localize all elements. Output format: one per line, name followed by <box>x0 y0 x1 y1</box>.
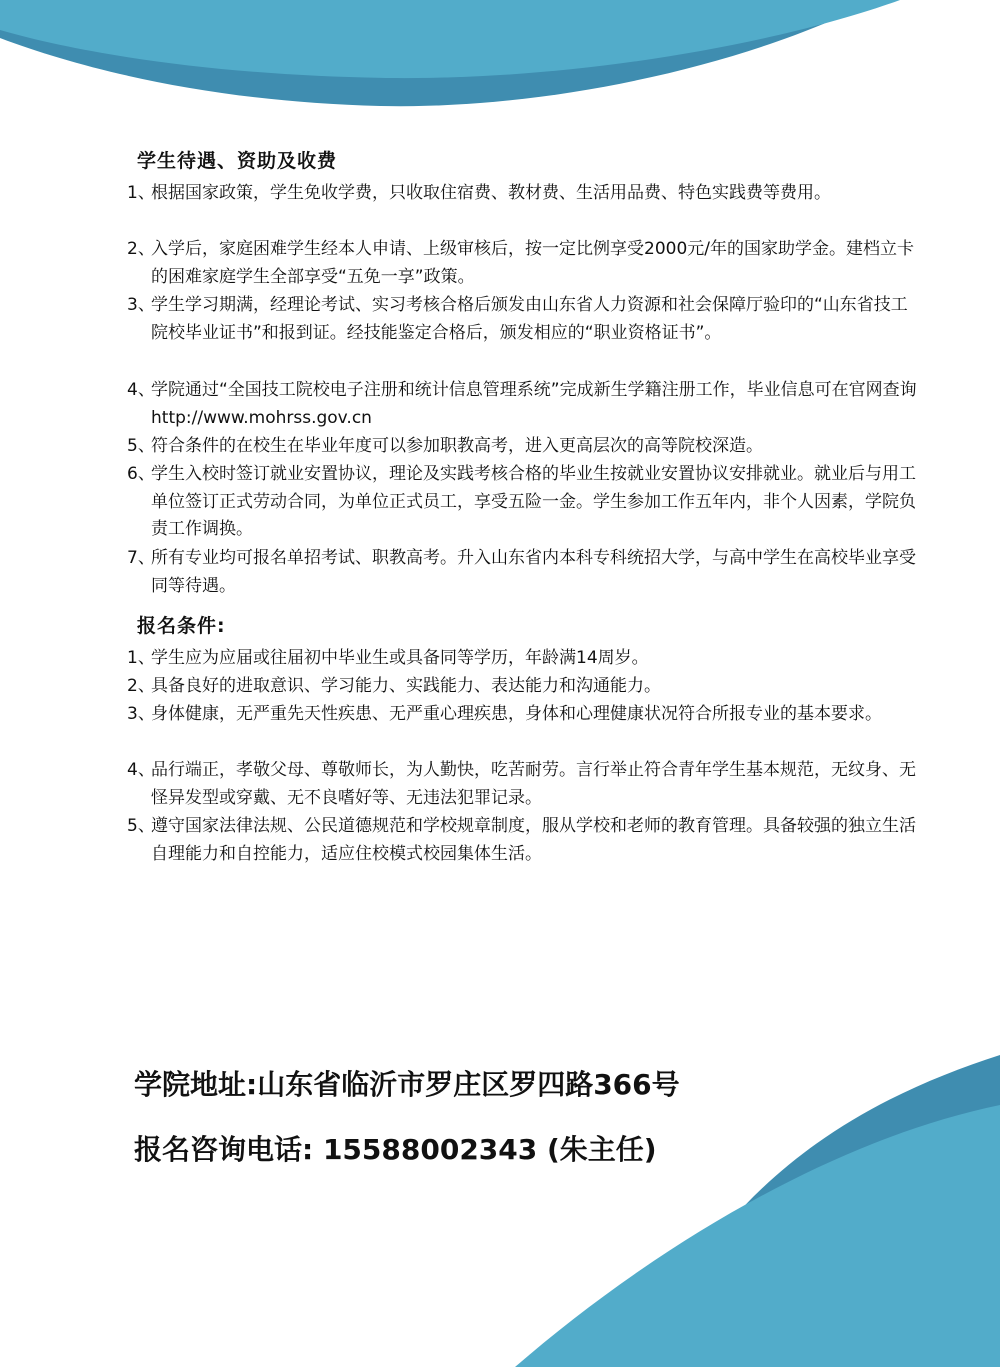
item-number: 3、 <box>127 295 155 315</box>
item-text: 学生应为应届或往届初中毕业生或具备同等学历，年龄满14周岁。 <box>151 648 649 668</box>
item-text: 符合条件的在校生在毕业年度可以参加职教高考，进入更高层次的高等院校深造。 <box>151 436 763 456</box>
requirement-item-4 <box>127 757 917 812</box>
item-number: 6、 <box>127 464 155 484</box>
item-number: 4、 <box>127 760 155 780</box>
requirement-item-5 <box>127 813 917 868</box>
school-address: 学院地址:山东省临沂市罗庄区罗四路366号 <box>134 1068 680 1101</box>
item-text: 根据国家政策，学生免收学费，只收取住宿费、教材费、生活用品费、特色实践费等费用。 <box>151 183 831 203</box>
item-number: 4、 <box>127 380 155 400</box>
item-text: 具备良好的进取意识、学习能力、实践能力、表达能力和沟通能力。 <box>151 676 661 696</box>
item-number: 5、 <box>127 816 155 836</box>
item-text: 身体健康，无严重先天性疾患、无严重心理疾患，身体和心理健康状况符合所报专业的基本要求。 <box>151 704 882 724</box>
benefits-title: 学生待遇、资助及收费 <box>137 150 338 172</box>
item-text: 遵守国家法律法规、公民道德规范和学校规章制度，服从学校和老师的教育管理。具备较强的独立生活自理能力和自控能力，适应住校模式校园集体生活。 <box>151 816 916 864</box>
item-number: 2、 <box>127 239 155 259</box>
requirement-item-3 <box>127 701 917 729</box>
item-number: 1、 <box>127 648 155 668</box>
item-number: 5、 <box>127 436 155 456</box>
benefit-item-3 <box>127 292 917 347</box>
requirement-item-2 <box>127 673 917 701</box>
item-text: 品行端正，孝敬父母、尊敬师长，为人勤快，吃苦耐劳。言行举止符合青年学生基本规范，无纹身、无怪异发型或穿戴、无不良嗜好等、无违法犯罪记录。 <box>151 760 916 808</box>
benefit-item-4 <box>127 377 917 432</box>
benefit-item-7 <box>127 545 917 600</box>
item-number: 3、 <box>127 704 155 724</box>
benefit-item-1 <box>127 180 917 208</box>
benefit-item-2 <box>127 236 917 291</box>
item-text: 学院通过“全国技工院校电子注册和统计信息管理系统”完成新生学籍注册工作，毕业信息可在官网查询http://www.mohrss.gov.cn <box>151 380 917 428</box>
item-text: 入学后，家庭困难学生经本人申请、上级审核后，按一定比例享受2000元/年的国家助学金。建档立卡的困难家庭学生全部享受“五免一享”政策。 <box>151 239 914 287</box>
item-number: 1、 <box>127 183 155 203</box>
benefit-item-5 <box>127 433 917 461</box>
item-text: 学生入校时签订就业安置协议，理论及实践考核合格的毕业生按就业安置协议安排就业。就业后与用工单位签订正式劳动合同，为单位正式员工，享受五险一金。学生参加工作五年内，非个人因素，学院负责工作调换。 <box>151 464 916 539</box>
enrollment-phone: 报名咨询电话: 15588002343 (朱主任) <box>134 1133 657 1166</box>
requirements-title: 报名条件: <box>137 615 226 637</box>
requirement-item-1 <box>127 645 917 673</box>
item-number: 2、 <box>127 676 155 696</box>
item-text: 学生学习期满，经理论考试、实习考核合格后颁发由山东省人力资源和社会保障厅验印的“山东省技工院校毕业证书”和报到证。经技能鉴定合格后，颁发相应的“职业资格证书”。 <box>151 295 908 343</box>
item-number: 7、 <box>127 548 155 568</box>
benefit-item-6 <box>127 461 917 544</box>
item-text: 所有专业均可报名单招考试、职教高考。升入山东省内本科专科统招大学，与高中学生在高校毕业享受同等待遇。 <box>151 548 916 596</box>
